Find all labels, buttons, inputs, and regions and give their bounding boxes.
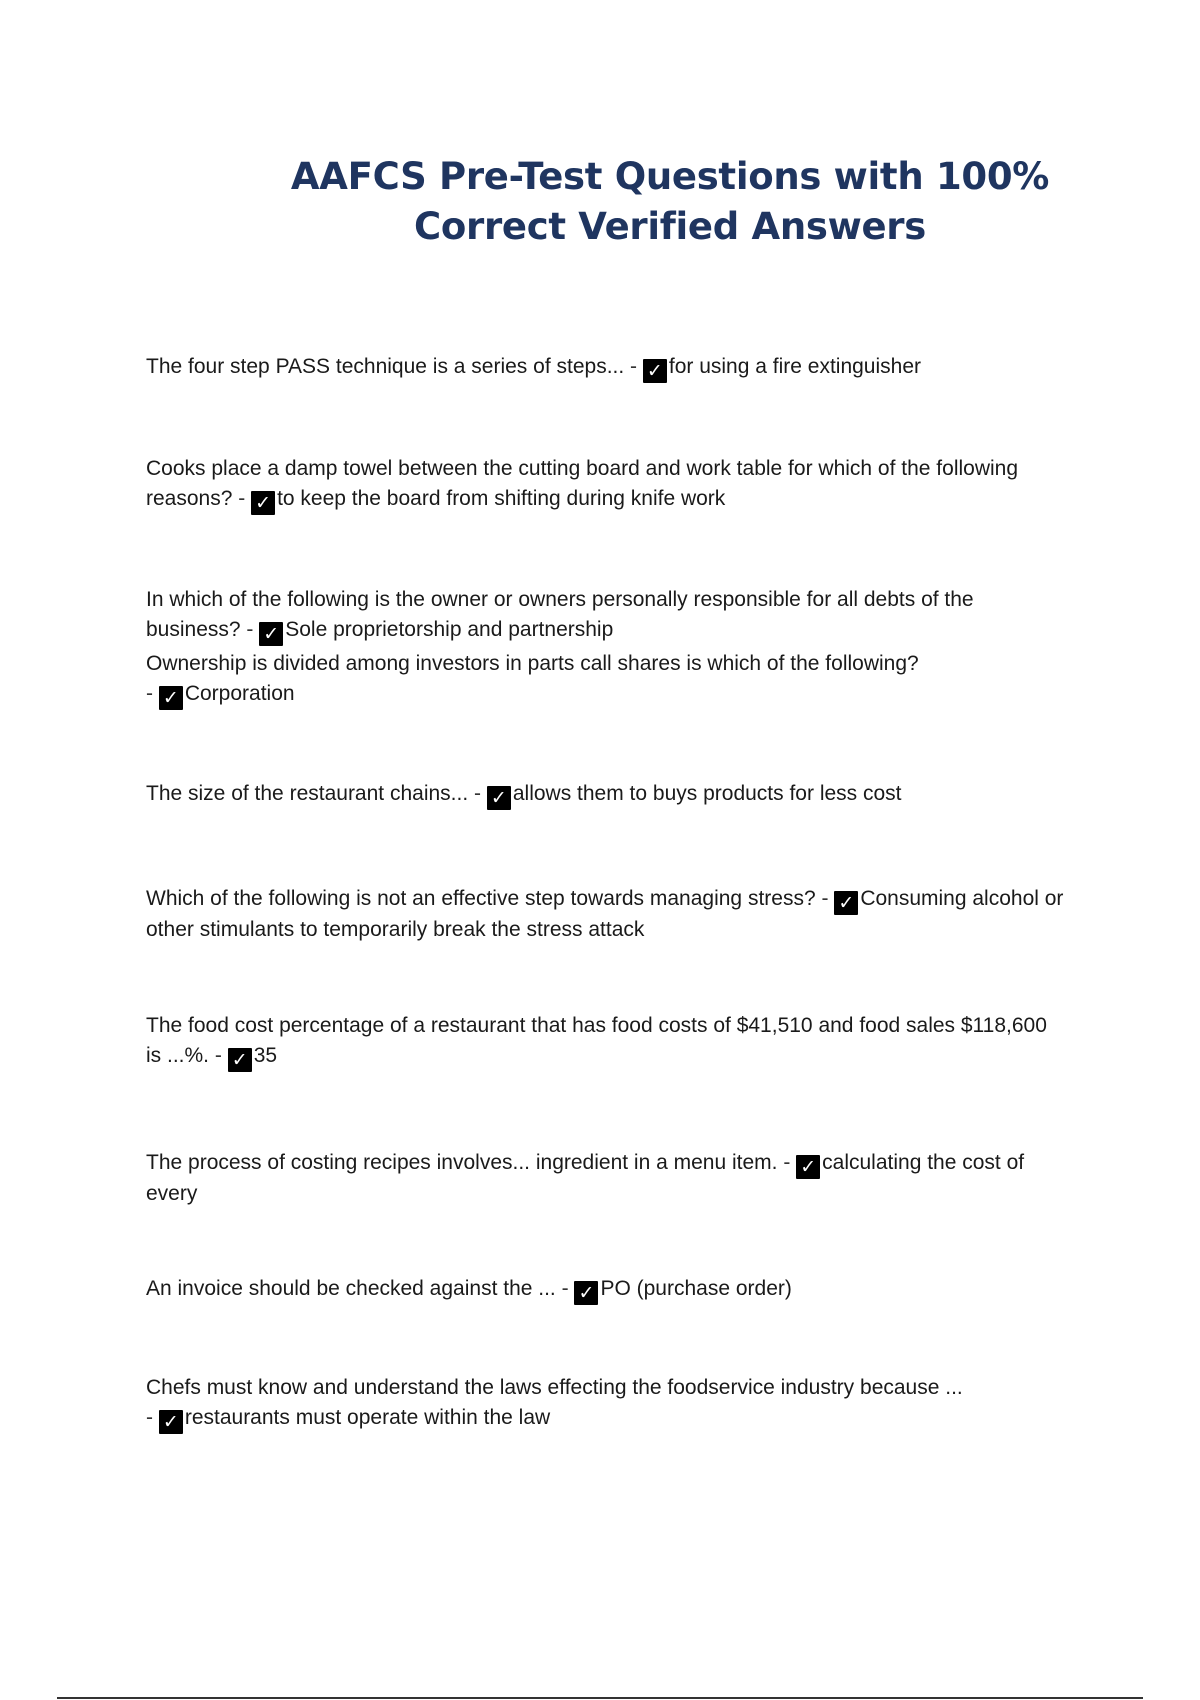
check-box-icon: ✓: [574, 1281, 598, 1305]
answer-text: restaurants must operate within the law: [184, 1406, 551, 1429]
answer-text: allows them to buys products for less cost: [512, 782, 902, 805]
question-text: Which of the following is not an effective step towards managing stress?: [146, 887, 816, 910]
check-box-icon: ✓: [159, 686, 183, 710]
separator: -: [232, 487, 252, 510]
answer-text: Consuming alcohol or other stimulants to temporarily break the stress attack: [146, 887, 1070, 941]
question-text: The process of costing recipes involves... ingredient in a menu item.: [146, 1151, 778, 1174]
answer-text: Sole proprietorship and partnership: [285, 618, 614, 641]
check-box-icon: ✓: [251, 491, 275, 515]
qa-item: [146, 585, 1066, 646]
check-box-icon: ✓: [159, 1410, 183, 1434]
qa-item: [146, 779, 1066, 810]
qa-item: [146, 1373, 1066, 1434]
answer-text: calculating the cost of every: [146, 1151, 1030, 1205]
separator: -: [468, 782, 487, 805]
question-text: The food cost percentage of a restaurant that has food costs of $41,510 and food sales $118,600 is ...%.: [146, 1014, 1053, 1067]
separator: -: [815, 887, 835, 910]
question-text: An invoice should be checked against the ...: [146, 1277, 556, 1300]
check-box-icon: ✓: [796, 1155, 820, 1179]
qa-item: [146, 1148, 1066, 1209]
title-line-1: AAFCS Pre-Test Questions with 100%: [290, 155, 1050, 198]
check-box-icon: ✓: [228, 1048, 252, 1072]
separator: -: [146, 682, 159, 705]
question-text: In which of the following is the owner or owners personally responsible for all debts of the business?: [146, 588, 980, 641]
check-box-icon: ✓: [259, 622, 283, 646]
title-line-2: Correct Verified Answers: [414, 205, 926, 248]
separator: -: [240, 618, 260, 641]
answer-text: Corporation: [184, 682, 295, 705]
check-box-icon: ✓: [643, 359, 667, 383]
footer-divider: [57, 1697, 1143, 1699]
qa-item: [146, 884, 1070, 945]
qa-item: [146, 454, 1066, 515]
separator: -: [209, 1044, 228, 1067]
check-box-icon: ✓: [834, 891, 858, 915]
answer-text: 35: [253, 1044, 278, 1067]
answer-text: for using a fire extinguisher: [668, 355, 922, 378]
separator: -: [555, 1277, 575, 1300]
qa-item: [146, 649, 1066, 710]
question-text: Chefs must know and understand the laws effecting the foodservice industry because ...: [146, 1376, 963, 1399]
answer-text: PO (purchase order): [600, 1277, 792, 1300]
check-box-icon: ✓: [487, 786, 511, 810]
separator: -: [777, 1151, 797, 1174]
answer-text: to keep the board from shifting during knife work: [277, 487, 726, 510]
separator: -: [146, 1406, 159, 1429]
question-text: The size of the restaurant chains...: [146, 782, 469, 805]
qa-item: [146, 1274, 1066, 1305]
document-title: [230, 152, 1110, 252]
qa-item: [146, 352, 1066, 383]
question-text: Cooks place a damp towel between the cutting board and work table for which of the following reasons?: [146, 457, 1024, 510]
separator: -: [624, 355, 643, 378]
question-text: The four step PASS technique is a series of steps...: [146, 355, 625, 378]
question-text: Ownership is divided among investors in parts call shares is which of the following?: [146, 652, 919, 675]
qa-item: [146, 1011, 1066, 1072]
